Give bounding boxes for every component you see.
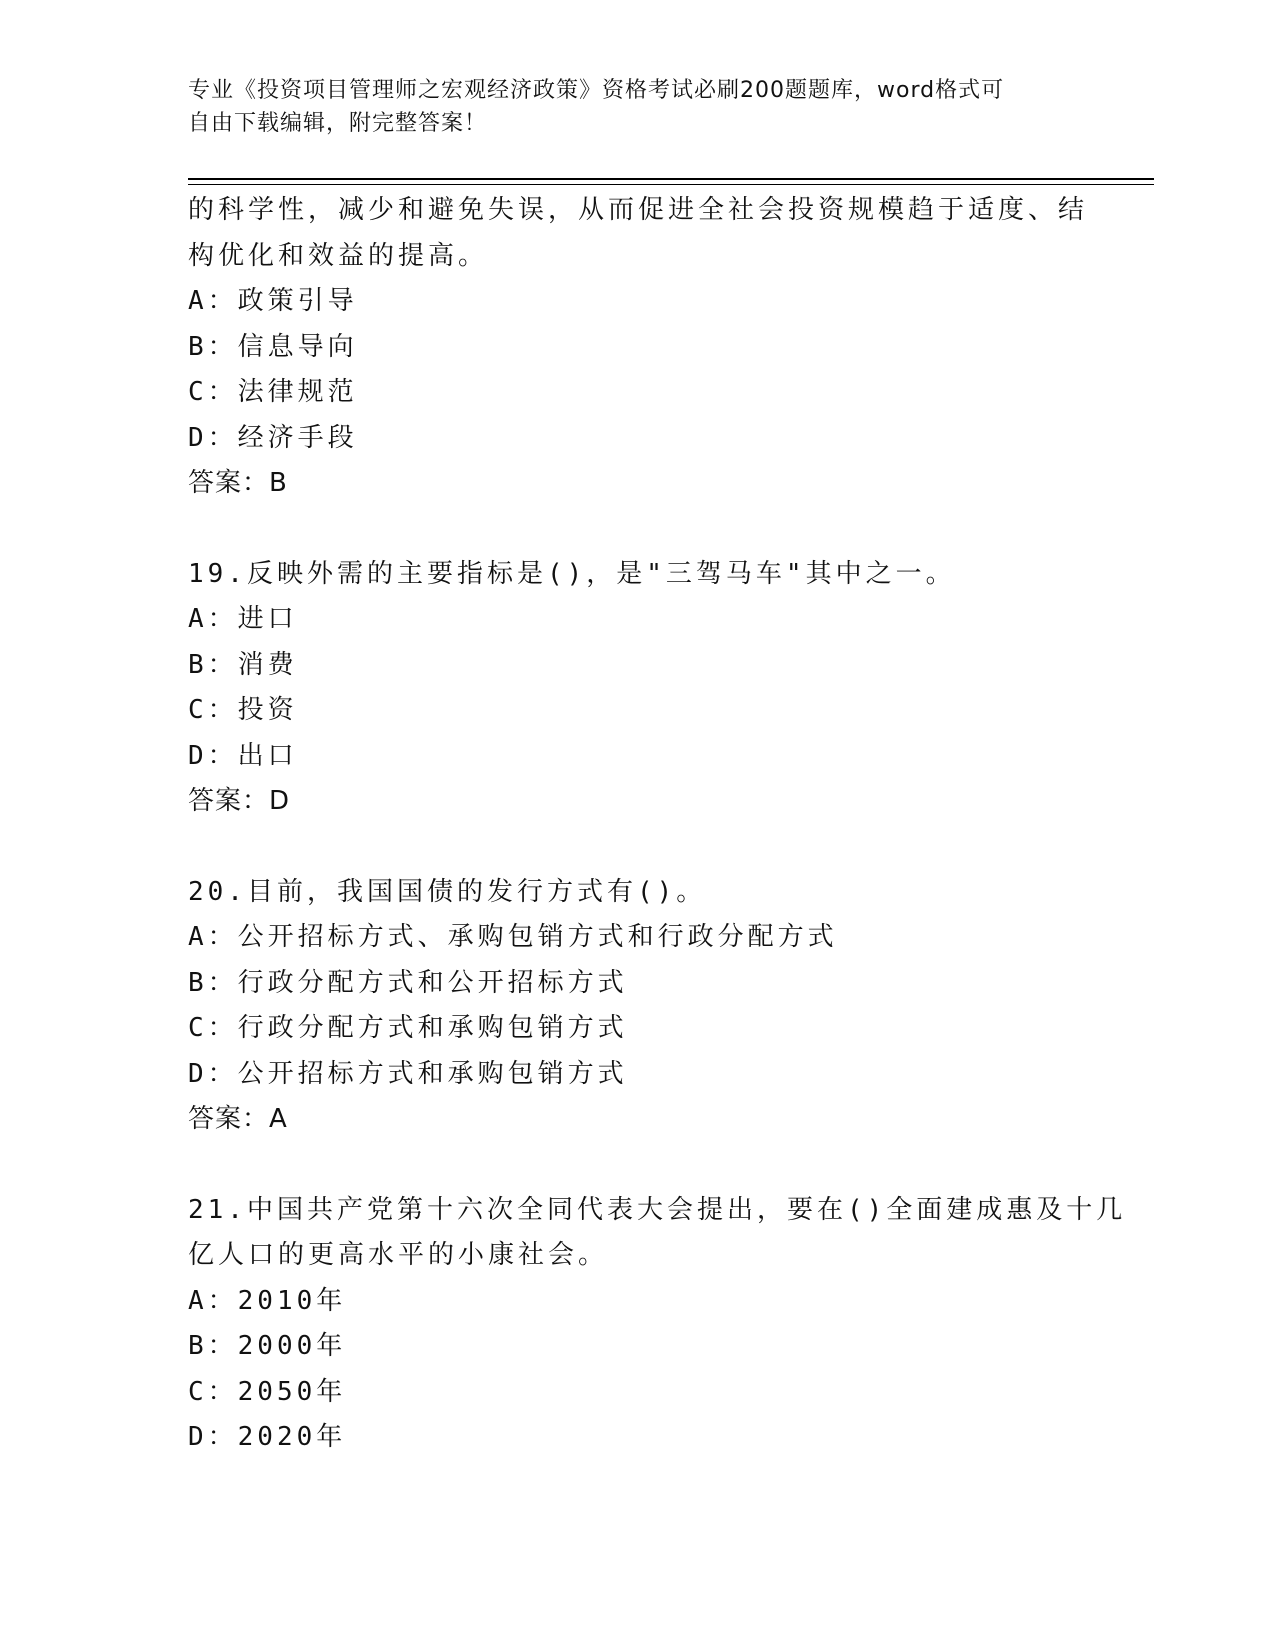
option-b: B：信息导向	[188, 331, 358, 362]
answer: 答案：A	[188, 1104, 288, 1134]
option-a: A：公开招标方式、承购包销方式和行政分配方式	[188, 922, 838, 952]
option-c: C：行政分配方式和承购包销方式	[188, 1013, 628, 1043]
answer: 答案：B	[188, 468, 288, 498]
question-text: 19.反映外需的主要指标是()，是"三驾马车"其中之一。	[188, 558, 956, 589]
option-a: A：进口	[188, 604, 298, 634]
header-divider-thin	[188, 184, 1154, 185]
option-c: C：法律规范	[188, 377, 358, 407]
question-text: 的科学性，减少和避免失误，从而促进全社会投资规模趋于适度、结	[188, 195, 1089, 225]
answer: 答案：D	[188, 786, 291, 816]
question-19	[188, 552, 1088, 825]
question-20	[188, 870, 1088, 1143]
header-title-line-2: 自由下载编辑，附完整答案！	[188, 111, 488, 136]
option-a: A：2010年	[188, 1285, 347, 1316]
option-d: D：公开招标方式和承购包销方式	[188, 1058, 628, 1089]
question-text: 亿人口的更高水平的小康社会。	[188, 1240, 609, 1270]
option-b: B：消费	[188, 649, 298, 680]
option-c: C：投资	[188, 695, 298, 725]
option-a: A：政策引导	[188, 286, 358, 316]
option-c: C：2050年	[188, 1376, 347, 1407]
option-b: B：2000年	[188, 1331, 347, 1361]
option-b: B：行政分配方式和公开招标方式	[188, 967, 628, 998]
spacer	[188, 507, 1088, 552]
option-d: D：经济手段	[188, 422, 358, 453]
option-d: D：2020年	[188, 1422, 347, 1452]
question-text: 20.目前，我国国债的发行方式有()。	[188, 876, 707, 907]
option-d: D：出口	[188, 740, 298, 771]
question-text: 构优化和效益的提高。	[188, 240, 489, 271]
question-text: 21.中国共产党第十六次全同代表大会提出，要在()全面建成惠及十几	[188, 1194, 1127, 1225]
header-title-line-1: 专业《投资项目管理师之宏观经济政策》资格考试必刷200题题库，word格式可	[188, 78, 1005, 103]
header-divider-thick	[188, 178, 1154, 180]
document-header	[188, 74, 1088, 140]
spacer	[188, 825, 1088, 870]
question-list	[188, 188, 1127, 1461]
question-21	[188, 1188, 1127, 1461]
question-18	[188, 188, 1088, 507]
spacer	[188, 1143, 1088, 1188]
